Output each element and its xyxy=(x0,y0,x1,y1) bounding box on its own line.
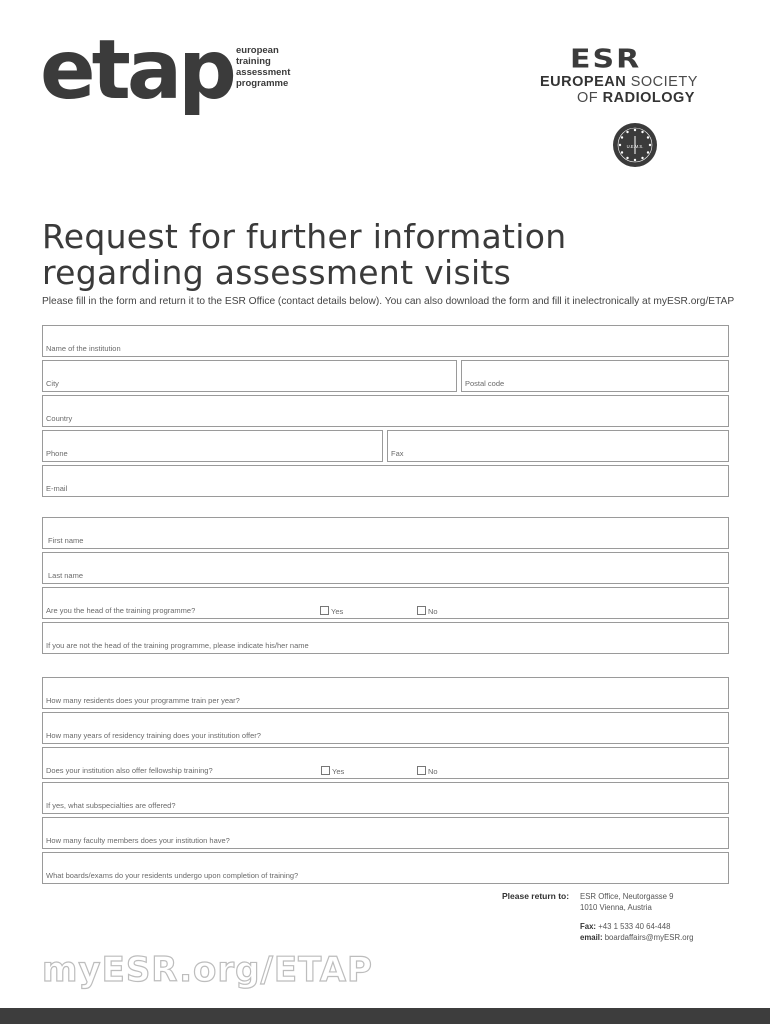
return-address: ESR Office, Neutorgasse 9 1010 Vienna, Austria Fax: +43 1 533 40 64-448 email: boardaffairs@myESR.org xyxy=(580,891,750,943)
phone-field[interactable]: Phone xyxy=(42,430,383,462)
years-training-field[interactable]: How many years of residency training does your institution offer? xyxy=(42,712,729,744)
last-name-field[interactable]: Last name xyxy=(42,552,729,584)
etap-tagline: european training assessment programme xyxy=(236,45,291,89)
page-title: Request for further information regarding assessment visits xyxy=(42,217,567,292)
intro-text: Please fill in the form and return it to the ESR Office (contact details below). You can also download the form and fill it inelectronically at myESR.org/ETAP xyxy=(42,296,735,307)
head-name-field[interactable]: If you are not the head of the training programme, please indicate his/her name xyxy=(42,622,729,654)
checkbox-icon xyxy=(417,766,426,775)
footer-bar xyxy=(0,1008,770,1024)
city-field[interactable]: City xyxy=(42,360,457,392)
postal-code-field[interactable]: Postal code xyxy=(461,360,729,392)
email-field[interactable]: E-mail xyxy=(42,465,729,497)
footer-url: myESR.org/ETAP xyxy=(42,950,373,990)
esr-name-line1: EUROPEAN SOCIETY xyxy=(540,74,698,90)
first-name-field[interactable]: First name xyxy=(42,517,729,549)
head-no-checkbox[interactable]: No xyxy=(417,606,438,616)
fax-field[interactable]: Fax xyxy=(387,430,729,462)
fellowship-row: Does your institution also offer fellowship training? Yes No xyxy=(42,747,729,779)
uems-seal-icon xyxy=(612,122,658,168)
subspecialties-field[interactable]: If yes, what subspecialties are offered? xyxy=(42,782,729,814)
residents-per-year-field[interactable]: How many residents does your programme train per year? xyxy=(42,677,729,709)
return-email: email: boardaffairs@myESR.org xyxy=(580,933,694,942)
esr-name-line2: OF RADIOLOGY xyxy=(577,90,695,106)
checkbox-icon xyxy=(321,766,330,775)
fellowship-yes-checkbox[interactable]: Yes xyxy=(321,766,344,776)
return-fax: Fax: +43 1 533 40 64-448 xyxy=(580,922,671,931)
boards-exams-field[interactable]: What boards/exams do your residents undergo upon completion of training? xyxy=(42,852,729,884)
svg-text:U.E.M.S.: U.E.M.S. xyxy=(626,144,644,149)
esr-logo xyxy=(530,40,740,170)
checkbox-icon xyxy=(320,606,329,615)
etap-wordmark: etap xyxy=(40,23,233,118)
faculty-members-field[interactable]: How many faculty members does your institution have? xyxy=(42,817,729,849)
head-yes-checkbox[interactable]: Yes xyxy=(320,606,343,616)
esr-mark: ESR xyxy=(570,44,642,75)
institution-field[interactable]: Name of the institution xyxy=(42,325,729,357)
checkbox-icon xyxy=(417,606,426,615)
return-label: Please return to: xyxy=(502,891,570,901)
fellowship-no-checkbox[interactable]: No xyxy=(417,766,438,776)
country-field[interactable]: Country xyxy=(42,395,729,427)
head-of-programme-row: Are you the head of the training programme? Yes No xyxy=(42,587,729,619)
